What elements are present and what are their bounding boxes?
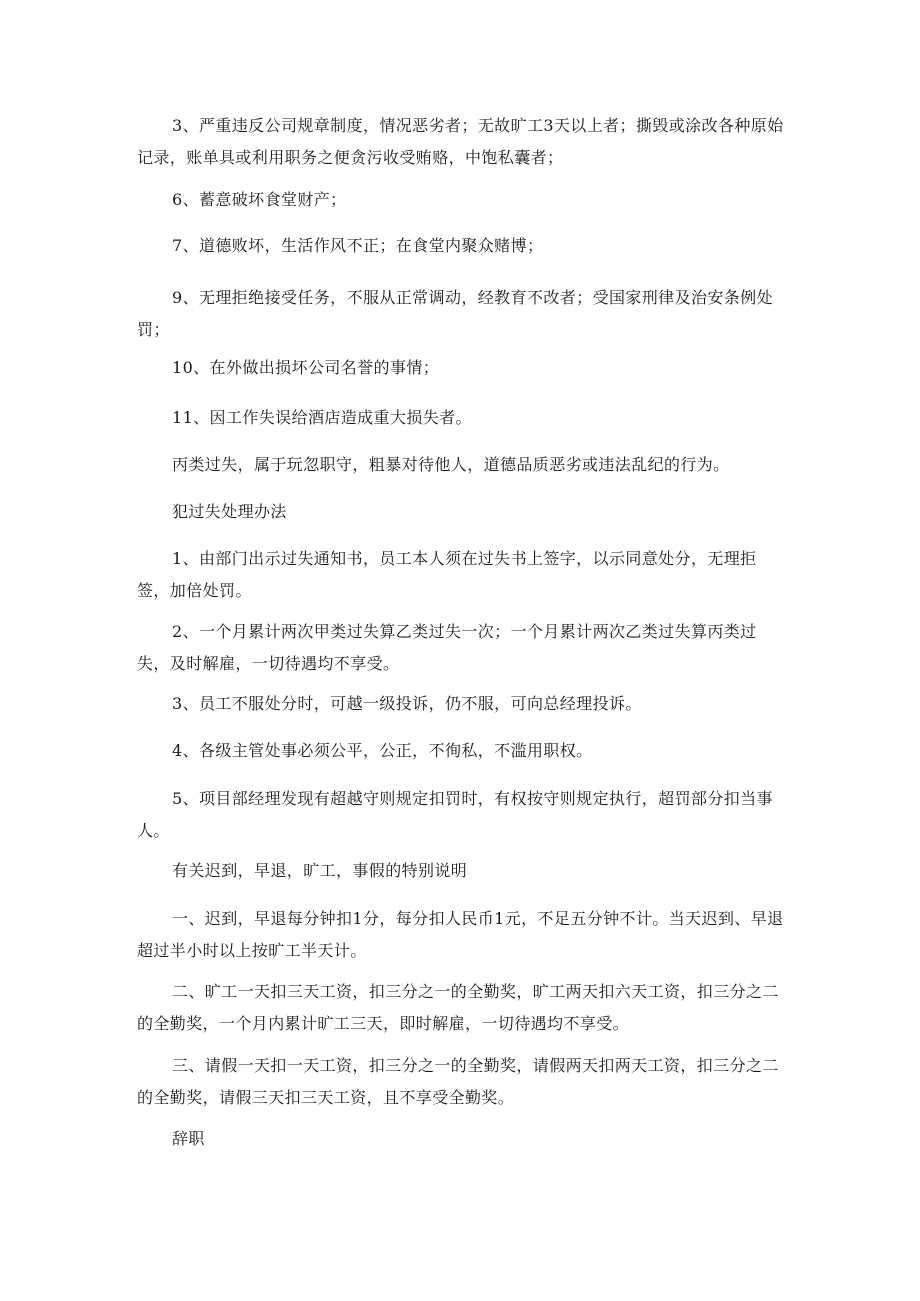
- section-heading: 辞职: [172, 1129, 205, 1148]
- paragraph: 三、请假一天扣一天工资，扣三分之一的全勤奖，请假两天扣两天工资，扣三分之二的全勤奖，请假三天扣三天工资，且不享受全勤奖。: [137, 1056, 779, 1107]
- paragraph: 3、严重违反公司规章制度，情况恶劣者；无故旷工3天以上者；撕毁或涂改各种原始记录，账单具或利用职务之便贪污收受贿赂，中饱私囊者；: [137, 116, 784, 167]
- paragraph: 11、因工作失误给酒店造成重大损失者。: [172, 408, 472, 427]
- paragraph: 3、员工不服处分时，可越一级投诉，仍不服，可向总经理投诉。: [172, 694, 642, 713]
- paragraph: 一、迟到，早退每分钟扣1分，每分扣人民币1元，不足五分钟不计。当天迟到、早退超过半小时以上按旷工半天计。: [137, 909, 784, 960]
- section-heading: 有关迟到，早退，旷工，事假的特别说明: [172, 861, 468, 880]
- section-heading: 犯过失处理办法: [172, 502, 287, 521]
- paragraph: 7、道德败坏，生活作风不正；在食堂内聚众赌博；: [172, 236, 544, 255]
- paragraph: 1、由部门出示过失通知书，员工本人须在过失书上签字，以示同意处分，无理拒签，加倍处罚。: [137, 549, 757, 600]
- paragraph: 2、一个月累计两次甲类过失算乙类过失一次；一个月累计两次乙类过失算丙类过失，及时解雇，一切待遇均不享受。: [137, 622, 757, 673]
- paragraph: 5、项目部经理发现有超越守则规定扣罚时，有权按守则规定执行，超罚部分扣当事人。: [137, 789, 773, 840]
- paragraph: 9、无理拒绝接受任务，不服从正常调动，经教育不改者；受国家刑律及治安条例处罚；: [137, 288, 773, 339]
- paragraph: 4、各级主管处事必须公平，公正，不徇私，不滥用职权。: [172, 741, 593, 760]
- paragraph: 6、蓄意破坏食堂财产；: [172, 190, 347, 209]
- paragraph: 10、在外做出损坏公司名誉的事情；: [172, 358, 440, 377]
- paragraph: 二、旷工一天扣三天工资，扣三分之一的全勤奖，旷工两天扣六天工资，扣三分之二的全勤奖，一个月内累计旷工三天，即时解雇，一切待遇均不享受。: [137, 982, 779, 1033]
- paragraph: 丙类过失，属于玩忽职守，粗暴对待他人，道德品质恶劣或违法乱纪的行为。: [172, 455, 730, 474]
